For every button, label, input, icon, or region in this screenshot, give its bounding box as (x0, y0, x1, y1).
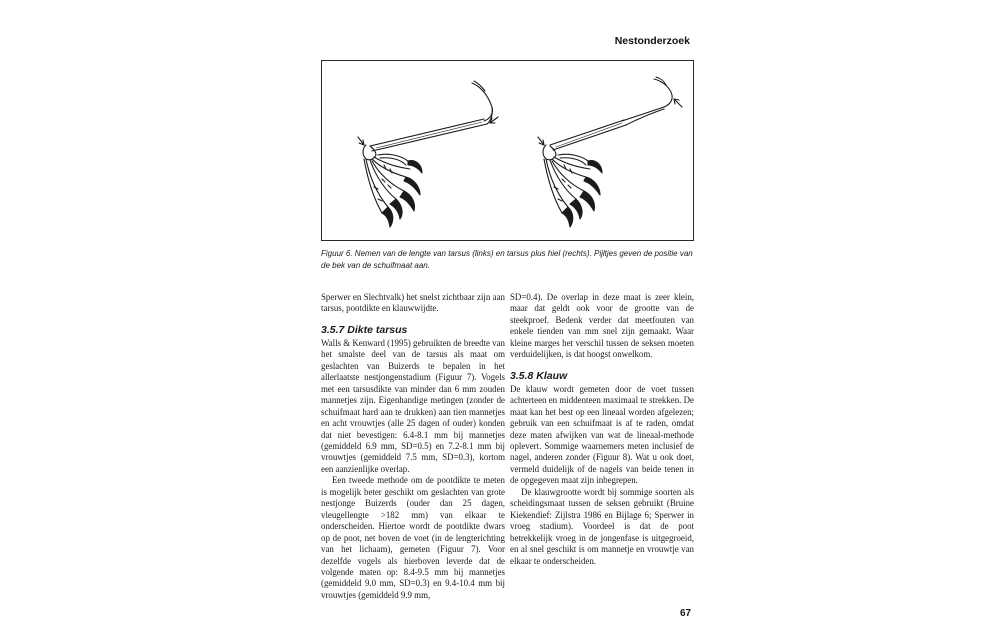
text-column-left (321, 292, 505, 601)
section-heading: 3.5.7 Dikte tarsus (321, 323, 408, 336)
text-column-right (510, 292, 694, 567)
paragraph: Walls & Kenward (1995) gebruikten de breedte van het smalste deel van de tarsus als maat om geslachten van Buizerds te bepalen in het allerlaatste nestjongenstadium (Figuur 7). Vogels met een tarsusdikte van minder dan 6 mm zouden mannetjes zijn. Eigenhandige metingen (zonder de schuifmaat hard aan te drukken) aan tien mannetjes en acht vrouwtjes (alle 25 dagen of ouder) konden dat niet bevestigen: 6.4-8.1 mm bij mannetjes (gemiddeld 6.9 mm, SD=0.5) en 7.2-8.1 mm bij vrouwtjes (gemiddeld 7.5 mm, SD=0.3), kortom een aanzienlijke overlap. (321, 337, 505, 474)
bird-leg-illustration (322, 61, 693, 240)
paragraph: Een tweede methode om de pootdikte te meten is mogelijk beter geschikt om geslachten van grote nestjonge Buizerds (ouder dan 25 dagen, vleugellengte >182 mm) van elkaar te onderscheiden. Hiertoe wordt de pootdikte dwars op de poot, net boven de voet (in de lengterichting van het lichaam), gemeten (Figuur 7). Voor dezelfde vogels als hierboven leverde dat de volgende maten op: 8.4-9.5 mm bij mannetjes (gemiddeld 9.0 mm, SD=0.3) en 9.4-10.4 mm bij vrouwtjes (gemiddeld 9.9 mm, (321, 475, 505, 600)
page-number: 67 (680, 608, 692, 619)
figure-caption: Figuur 6. Nemen van de lengte van tarsus (links) en tarsus plus hiel (rechts). Pijltjes geven de positie van de bek van de schuifmaat aan. (321, 249, 693, 270)
paragraph: SD=0.4). De overlap in deze maat is zeer klein, maar dat geldt ook voor de grootte van de steekproef. Bedenk verder dat meetfouten van enkele tienden van mm snel zijn gemaakt. Waar kleine marges het verschil tussen de seksen moeten verduidelijken, is dat hoogst onwelkom. (510, 292, 694, 360)
paragraph: De klauwgrootte wordt bij sommige soorten als scheidingsmaat tussen de seksen gebruikt (Bruine Kiekendief: Zijlstra 1986 en Bijlage 6; Sperwer in vroeg stadium). Voordeel is dat de poot betrekkelijk vroeg in de jongenfase is uitgegroeid, en al snel geschikt is om mannetje en vrouwtje van elkaar te onderscheiden. (510, 486, 694, 566)
paragraph: De klauw wordt gemeten door de voet tussen achterteen en middenteen maximaal te strekken. De maat kan het best op een lineaal worden afgelezen; gebruik van een schuifmaat is af te raden, omdat deze maten afwijken van wat de lineaal-methode oplevert. Sommige waarnemers meten inclusief de nagel, anderen zonder (Figuur 8). Wat u ook doet, vermeld duidelijk of de nagels van beide tenen in de opgegeven maat zijn inbegrepen. (510, 383, 694, 486)
right-leg-drawing (538, 77, 682, 227)
running-head: Nestonderzoek (614, 35, 690, 47)
figure-6 (321, 60, 694, 241)
paragraph: Sperwer en Slechtvalk) het snelst zichtbaar zijn aan tarsus, pootdikte en klauwwijdte. (321, 292, 505, 314)
left-leg-drawing (358, 81, 498, 227)
section-heading: 3.5.8 Klauw (510, 369, 568, 382)
